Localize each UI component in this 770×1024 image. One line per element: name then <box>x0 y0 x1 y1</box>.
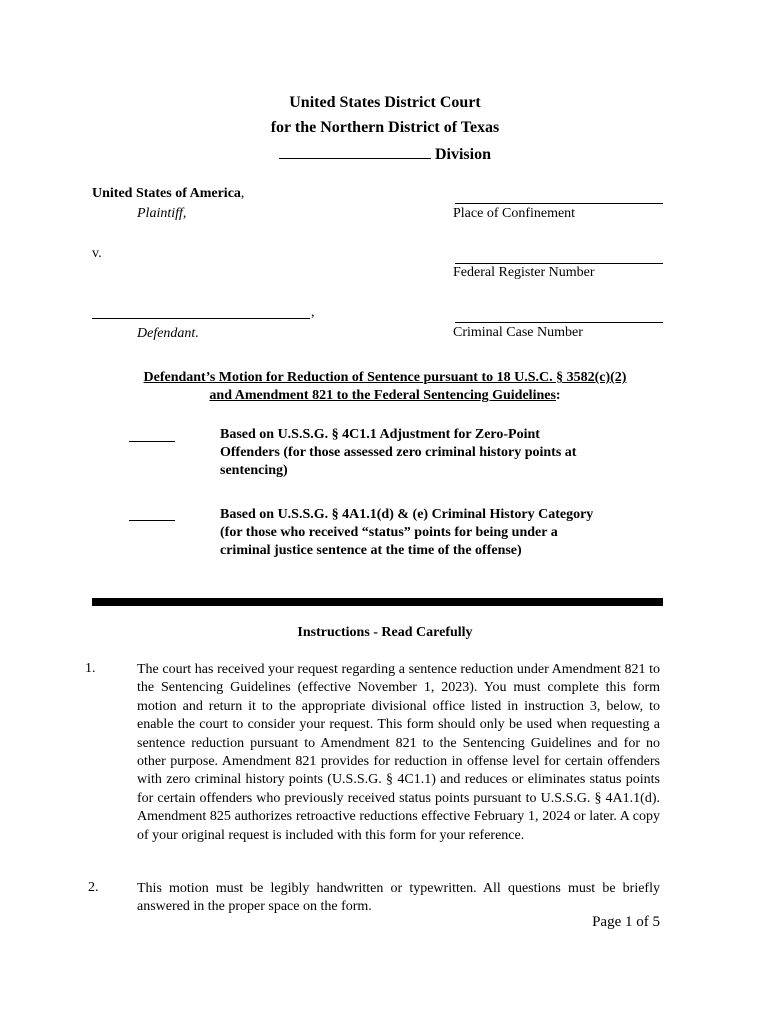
court-district: for the Northern District of Texas <box>270 119 500 136</box>
defendant-comma: , <box>311 305 315 320</box>
option-status-points-line: (for those who received “status” points for being under a <box>220 525 558 540</box>
instruction-number: 1. <box>85 661 96 676</box>
option-status-points-line: criminal justice sentence at the time of the offense) <box>220 543 522 558</box>
plaintiff-name <box>92 186 244 202</box>
motion-title <box>60 369 710 405</box>
versus: v. <box>92 246 102 261</box>
criminal-case-number-label: Criminal Case Number <box>453 325 583 340</box>
instructions-heading: Instructions - Read Carefully <box>297 625 473 640</box>
motion-title-line2-text: and Amendment 821 to the Federal Sentencing Guidelines <box>209 388 556 403</box>
division-label: Division <box>434 146 491 163</box>
section-divider <box>92 598 663 606</box>
defendant-name-line[interactable] <box>92 318 310 319</box>
motion-title-line1: Defendant’s Motion for Reduction of Sentence pursuant to 18 U.S.C. § 3582(c)(2) <box>143 370 627 385</box>
federal-register-number-line[interactable] <box>455 263 663 264</box>
option-zero-point-line: Based on U.S.S.G. § 4C1.1 Adjustment for Zero-Point <box>220 427 540 442</box>
division-blank[interactable] <box>279 144 431 159</box>
motion-title-colon: : <box>555 388 561 403</box>
instruction-number: 2. <box>88 880 99 895</box>
court-division <box>0 144 770 164</box>
place-of-confinement-line[interactable] <box>455 203 663 204</box>
defendant-role: Defendant. <box>137 326 199 341</box>
option-checkbox-zero-point[interactable] <box>129 441 175 442</box>
criminal-case-number-line[interactable] <box>455 322 663 323</box>
plaintiff-name-suffix: , <box>240 186 245 201</box>
option-zero-point-line: Offenders (for those assessed zero criminal history points at <box>220 445 577 460</box>
option-zero-point-line: sentencing) <box>220 463 288 478</box>
plaintiff-name-text: United States of America <box>92 186 241 201</box>
option-status-points-line: Based on U.S.S.G. § 4A1.1(d) & (e) Criminal History Category <box>220 507 594 522</box>
place-of-confinement-label: Place of Confinement <box>453 206 576 221</box>
instruction-text: The court has received your request regarding a sentence reduction under Amendment 821 to the Sentencing Guidelines (effective November 1, 2023). You must complete this form motion and return it to the appropriate divisional office listed in instruction 3, below, to enable the court to consider your request. This form should only be used when requesting a sentence reduction pursuant to Amendment 821 to the Sentencing Guidelines and for no other purpose. Amendment 821 provides for reduction in offense level for certain offenders with zero criminal history points (U.S.S.G. § 4C1.1) and reduces or eliminates status points for certain offenders who previously received status points pursuant to U.S.S.G. § 4A1.1(d). Amendment 825 authorizes retroactive reductions effective February 1, 2024 or later. A copy of your original request is included with this form for your reference. <box>137 662 660 843</box>
option-status-points <box>220 506 680 560</box>
instruction-text: This motion must be legibly handwritten or typewritten. All questions must be briefly answered in the proper space on the form. <box>137 881 660 915</box>
federal-register-number-label: Federal Register Number <box>453 265 595 280</box>
plaintiff-role: Plaintiff, <box>137 206 187 221</box>
motion-title-line2 <box>60 387 710 405</box>
option-checkbox-status-points[interactable] <box>129 520 175 521</box>
option-zero-point <box>220 426 680 480</box>
page-number: Page 1 of 5 <box>592 914 660 930</box>
court-name: United States District Court <box>289 94 481 111</box>
